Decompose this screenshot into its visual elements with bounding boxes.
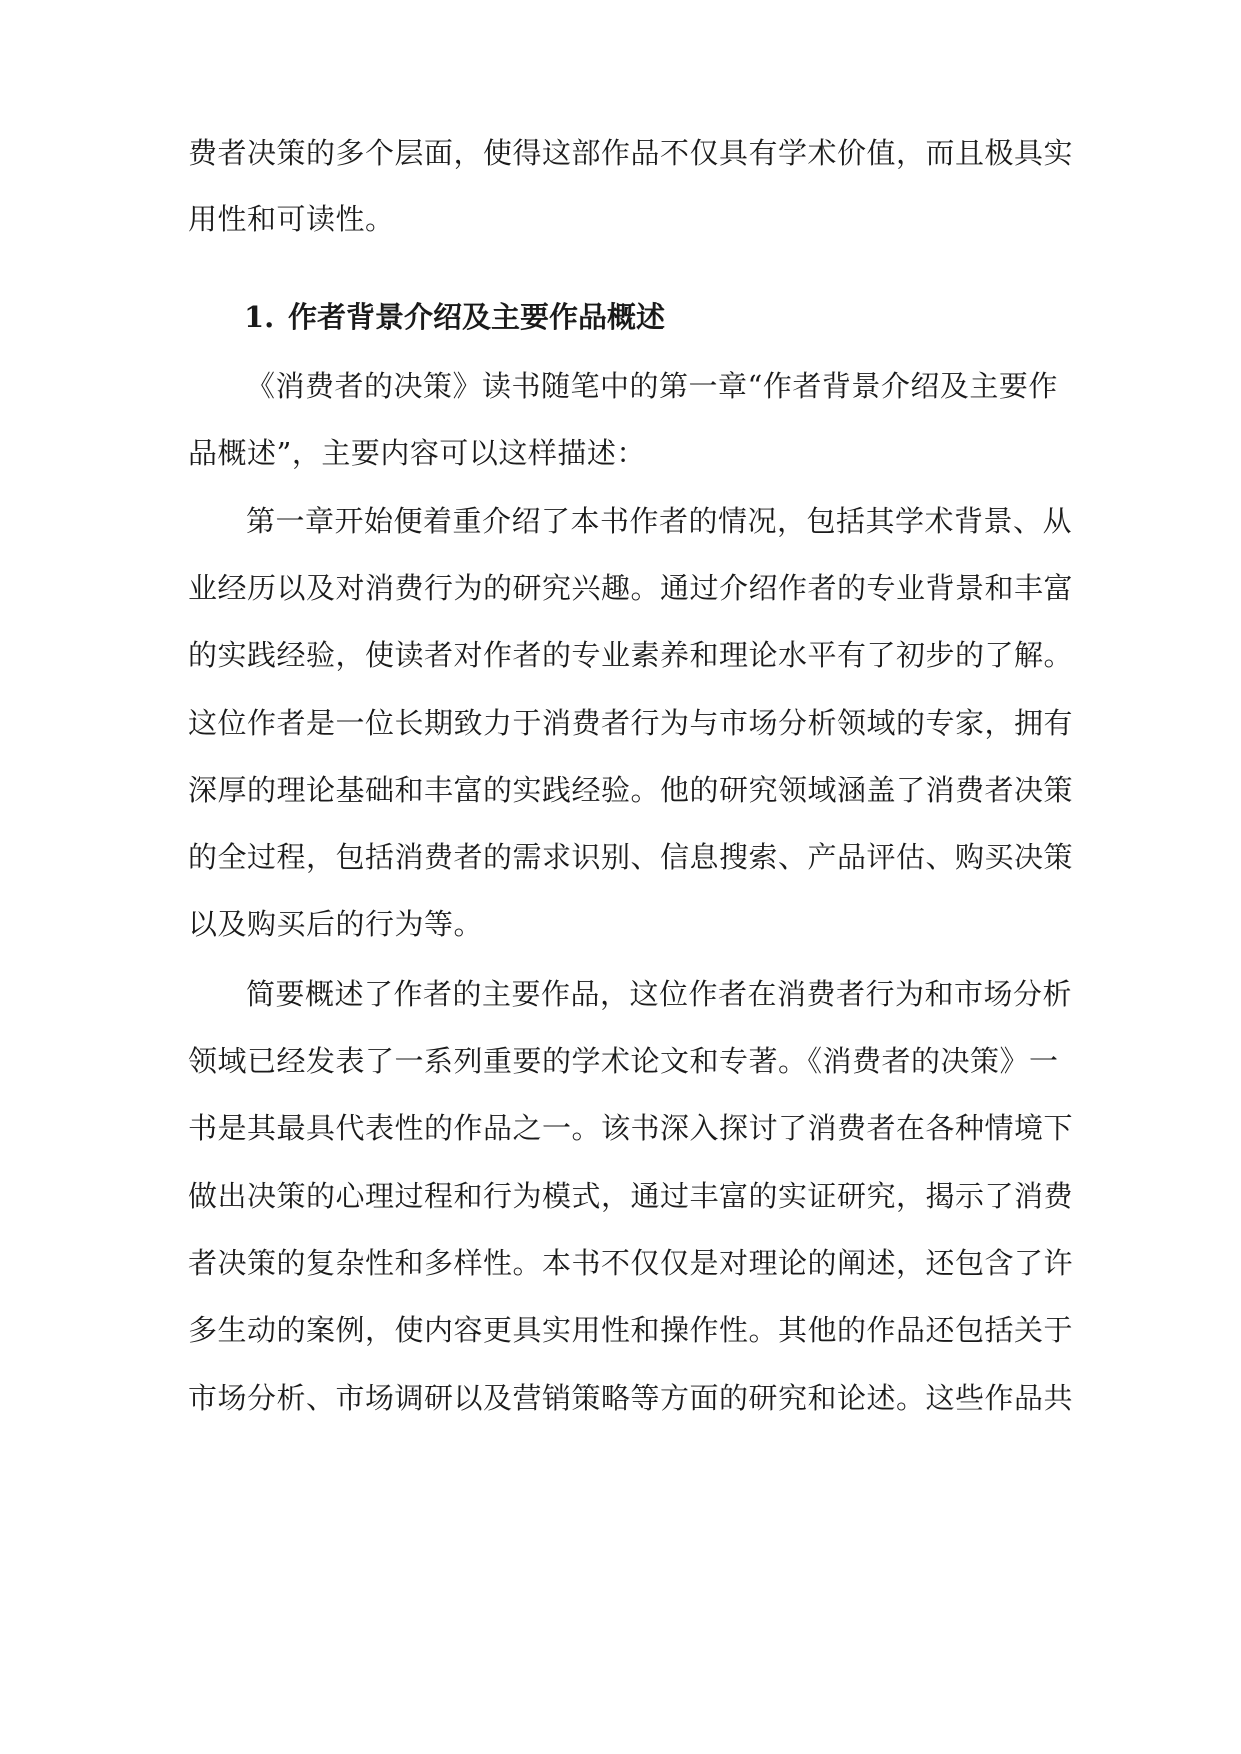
paragraph-line: 的全过程，包括消费者的需求识别、信息搜索、产品评估、购买决策 — [188, 840, 1074, 874]
paragraph-line: 第一章开始便着重介绍了本书作者的情况，包括其学术背景、从 — [246, 504, 1073, 538]
paragraph-line: 简要概述了作者的主要作品，这位作者在消费者行为和市场分析 — [246, 977, 1073, 1011]
paragraph-line: 业经历以及对消费行为的研究兴趣。通过介绍作者的专业背景和丰富 — [188, 571, 1074, 605]
section-heading — [244, 297, 665, 337]
paragraph-line: 这位作者是一位长期致力于消费者行为与市场分析领域的专家，拥有 — [188, 706, 1074, 740]
paragraph-line: 深厚的理论基础和丰富的实践经验。他的研究领域涵盖了消费者决策 — [188, 773, 1074, 807]
paragraph-line: 领域已经发表了一系列重要的学术论文和专著。《消费者的决策》一 — [188, 1044, 1059, 1078]
paragraph-line: 者决策的复杂性和多样性。本书不仅仅是对理论的阐述，还包含了许 — [188, 1246, 1074, 1280]
paragraph-line: 的实践经验，使读者对作者的专业素养和理论水平有了初步的了解。 — [188, 638, 1074, 672]
section-title: 作者背景介绍及主要作品概述 — [288, 300, 666, 334]
text-line: 费者决策的多个层面，使得这部作品不仅具有学术价值，而且极具实 — [188, 136, 1074, 170]
paragraph-line: 品概述”，主要内容可以这样描述： — [188, 436, 646, 470]
paragraph-line: 书是其最具代表性的作品之一。该书深入探讨了消费者在各种情境下 — [188, 1111, 1074, 1145]
paragraph-line: 《消费者的决策》读书随笔中的第一章“作者背景介绍及主要作 — [246, 369, 1058, 403]
paragraph-line: 做出决策的心理过程和行为模式，通过丰富的实证研究，揭示了消费 — [188, 1179, 1074, 1213]
paragraph-line: 市场分析、市场调研以及营销策略等方面的研究和论述。这些作品共 — [188, 1381, 1074, 1415]
text-line: 用性和可读性。 — [188, 202, 395, 236]
section-number: 1. — [244, 300, 275, 334]
paragraph-line: 以及购买后的行为等。 — [188, 907, 484, 941]
paragraph-line: 多生动的案例，使内容更具实用性和操作性。其他的作品还包括关于 — [188, 1313, 1074, 1347]
